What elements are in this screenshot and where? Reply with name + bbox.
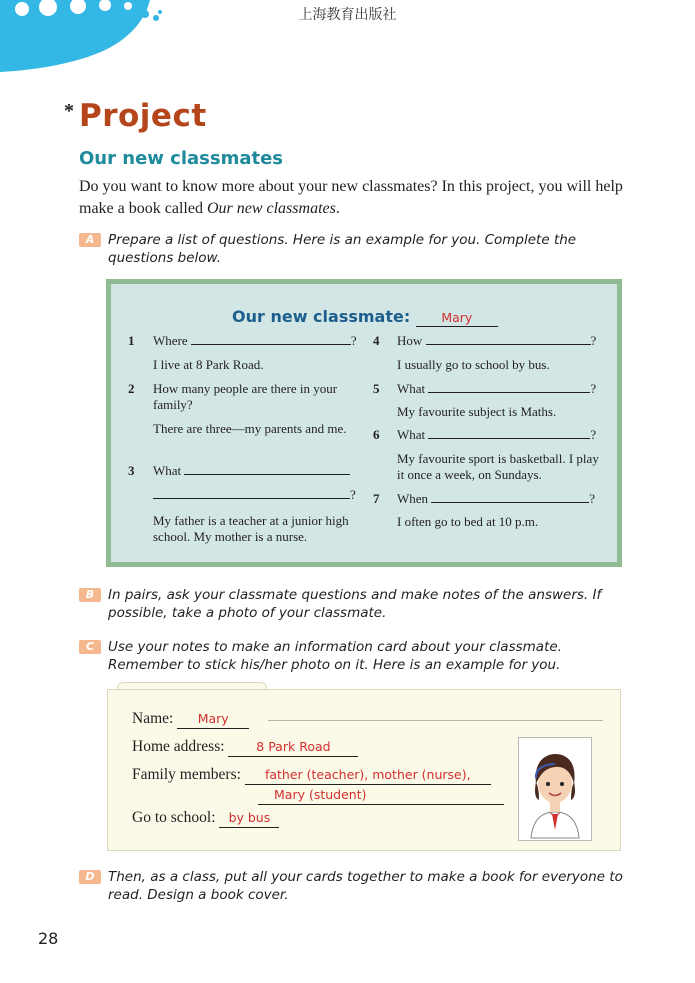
question-4-prompt: How ?: [397, 333, 597, 348]
step-a-badge: A: [79, 233, 101, 247]
card-family-value-2: Mary (student): [274, 787, 367, 802]
step-c-badge: C: [79, 640, 101, 654]
classmate-name-answer: Mary: [441, 310, 473, 325]
answer-1: I live at 8 Park Road.: [153, 357, 264, 372]
card-family-row-2: [258, 786, 504, 805]
intro-paragraph: Do you want to know more about your new classmates? In this project, you will help make a book called Our new classmates.: [79, 178, 623, 217]
step-b-badge: B: [79, 588, 101, 602]
question-3-line2: ?: [153, 487, 363, 503]
step-c: [79, 638, 624, 674]
step-d-text: Then, as a class, put all your cards together to make a book for everyone to read. Design a book cover.: [108, 869, 623, 903]
question-5-prompt: What ?: [397, 381, 597, 396]
card-address-value: 8 Park Road: [256, 739, 331, 754]
optional-star: *: [64, 100, 74, 122]
page-title: Project: [79, 98, 207, 134]
card-divider: [268, 720, 603, 721]
girl-illustration-icon: [519, 738, 591, 840]
step-a-text: Prepare a list of questions. Here is an example for you. Complete the questions below.: [108, 232, 577, 266]
step-b-text: In pairs, ask your classmate questions and make notes of the answers. If possible, take a photo of your classmate.: [108, 587, 602, 621]
question-6: 6: [373, 427, 380, 442]
step-d: [79, 868, 624, 904]
card-school-value: by bus: [228, 810, 271, 825]
answer-7: I often go to bed at 10 p.m.: [397, 514, 539, 529]
book-title: Our new classmates: [206, 200, 336, 217]
card-family-row: Family members: father (teacher), mother (nurse),: [132, 766, 491, 785]
step-d-badge: D: [79, 870, 101, 884]
step-c-text: Use your notes to make an information card about your classmate. Remember to stick his/her photo on it. Here is an example for you.: [108, 639, 562, 673]
question-7: 7: [373, 491, 380, 506]
question-1-prompt: Where ?: [153, 333, 357, 348]
card-name-value: Mary: [197, 711, 229, 726]
step-a: [79, 231, 624, 267]
question-1: 1: [128, 333, 135, 348]
question-3-prompt: What: [153, 463, 363, 479]
answer-3: My father is a teacher at a junior high school. My mother is a nurse.: [153, 513, 349, 544]
card-school-row: Go to school: by bus: [132, 809, 279, 828]
question-6-prompt: What ?: [397, 427, 597, 442]
answer-4: I usually go to school by bus.: [397, 357, 550, 372]
page-subtitle: Our new classmates: [79, 148, 284, 169]
question-2: 2: [128, 381, 135, 396]
step-b: [79, 586, 624, 622]
question-4: 4: [373, 333, 380, 348]
question-7-prompt: When ?: [397, 491, 596, 506]
question-2-prompt: How many people are there in your family?: [153, 381, 338, 412]
card-address-row: Home address: 8 Park Road: [132, 738, 358, 757]
answer-5: My favourite subject is Maths.: [397, 404, 557, 419]
card-family-value-1: father (teacher), mother (nurse),: [264, 767, 471, 782]
question-3: 3: [128, 463, 135, 478]
answer-2: There are three—my parents and me.: [153, 421, 347, 436]
page-number: 28: [38, 929, 59, 948]
publisher-header: 上海教育出版社: [298, 8, 397, 23]
card-name-row: Name: Mary: [132, 710, 249, 729]
answer-6: My favourite sport is basketball. I play it once a week, on Sundays.: [397, 451, 599, 482]
question-box-title: Our new classmate: Mary: [232, 307, 498, 327]
question-5: 5: [373, 381, 380, 396]
student-photo: [518, 737, 592, 841]
